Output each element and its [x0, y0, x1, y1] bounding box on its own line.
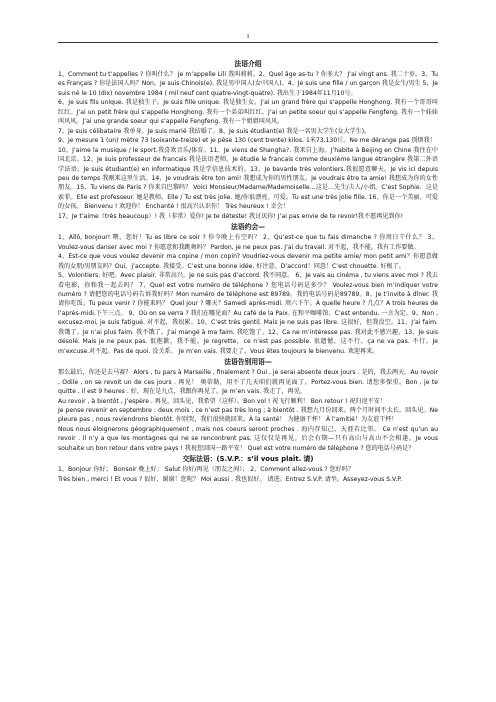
paragraph: 4、Est-ce que vous voulez devenir ma copine / mon copin? Voudriez-vous devenir ma petite amie/ mon petit ami？你愿意做我的女朋/男朋友吗？Oui，j’accepte. 我接受。C’est une bonne idée. 好注意。D’accord！同意！C’est chouette. 好极了。	[58, 253, 438, 270]
section-title-farewell: 法语告别用语—	[224, 358, 272, 367]
paragraph: 1、Comment tu t’appelles ? 你叫什么？ Je m’appelle Lili 我叫莉莉。2、Quel âge as-tu ? 你多大？ J’ai vingt ans. 我二十岁。3、Tu es Français ? 你是法国人吗？Non，Je suis Chinois(e). 我是男中国人(女中国人)。4、Je suis une fille / un garçon 我是女生/男生 5、Je suis né le 10 (dix) novembre 1984 ( mil neuf cent quatre-vingt-quatre). 我出生于1984年11月10号。	[58, 71, 438, 97]
paragraph: 17、Je t’aime（très beaucoup）! 我（非常）爱你! Je te déteste! 我讨厌你! J’ai pas envie de te revoir!我不愿再见到你!	[58, 212, 404, 220]
paragraph: Au revoir , à bientôt , J’espère . 再见，回头见，我希望（这样）。Bon vol ! 祝飞行顺利！ Bon retour ! 祝归途平安！	[58, 397, 386, 405]
paragraph: 5、Volontiers. 好吧。Avec plaisir. 非常高兴。Je ne suis pas d’accord. 我不同意。 6、Je vais au cinéma , tu viens avec moi ? 我去看电影，你和我一起去吗？ 7、Quel est votre numéro de téléphone ? 您电话号码是多少？ Voulez-vous bien m’indiquer votre numéro ? 请把您的电话号码告诉我好吗？Mon numéro de téléphone est 89789。我的电话号码是89789。8、Je t’invite à dîner. 我请你吃饭。Tu peux venir ? 你能来吗？ Quel jour ? 哪天？Samedi après-midi. 周六下午。À quelle heure ? 几点？A trois heures de l’après-midi.下午三点。 9、Où on se verra ? 我们在哪见面？Au café de la Paix. 在和平咖啡馆。C’est entendu. 一言为定。9、Non , excusez-moi, je suis fatigué. 对不起，我很累。10、C’est très gentil. Mais je ne suis pas libre. 这很好，但我没空。11、J’ai faim.我饿了。Je n’ai plus faim. 我不饿了。J’ai mangé à ma faim. 我吃饱了。12、Ca ne m’intéresse pas. 我对此不感兴趣。13、Je suis désolé. Mais je ne peux pas. 很抱歉，我不能。Je regrette，ce n’est pas possible. 很遗憾，这不行。ça ne va pas. 不行。Je m’excuse.对不起。Pas de quoi. 没关系。 Je m’en vais. 我要走了。Vous êtes toujours le bienvenu. 欢迎再来。	[58, 272, 438, 355]
paragraph: 那么最后，你还是去马赛？ Alors , tu pars à Marseille , finalement ? Oui , je serai absente deux jours . 是的，我去两天。Au revoir , Odile , on se revoit un de ces jours . 再见！ 奥蒂勒，用不了几天咱们就再见面了。Portez-vous bien. 请您多保重。Bon , je te quitte , il est 9 heures . 好，现在是九点，我跟你再见了。Je m’en vais. 我走了，再见。	[58, 369, 438, 396]
paragraph: 1、Bonjour 你好； Bonsoir 晚上好； Salut 你好/再见（朋友之间）； 2、Comment allez-vous ? 您好吗？	[58, 466, 354, 474]
header-rule	[58, 42, 438, 43]
paragraph: Nous nous éloignerons géographiquement , mais nos coeurs seront proches . 海内存知己，天涯若比邻。 Ce n’est qu’un au revoir . Il n’y a que les montagnes qui ne se rencontrent pas. 这仅仅是再见。后会有期—只有高山与高山不会相逢。Je vous souhaite un bon retour dans votre pays ! 我祝您回国一路平安！ Quel est votre numéro de téléphone ? 您的电话号码是？	[58, 425, 438, 452]
paragraph: 6、Je suis fils unique. 我是独生子。Je suis fille unique. 我是独生女。J’ai un grand frère qui s’appelle Honghong. 我有一个哥哥叫红红。J’ai un petit frère qui s’appelle Honghong. 我有一个弟弟叫红红。J’ai un petite soeur qui s’appelle Fengfeng. 我有一个妹妹叫风风。J’ai une grande soeur qui s’appelle Fengfeng. 我有一个姐姐叫风风。	[58, 99, 438, 126]
page-number: 1	[246, 33, 250, 40]
paragraph: 9、Je mesure 1 (un) mètre 73 (soixante-treize) et je pèse 130 (cent trente) kilos. 1米73,130斤。Ne me dérange pas 别烦我！	[58, 137, 436, 145]
paragraph: 1、Allô, bonjour! 喂，您好！Tu es libre ce soir ? 你今晚上有空吗？ 2、Qu’est-ce que tu fais dimanche ? 你周日干什么？ 3、Voulez-vous danser avec moi ? 你愿意和我跳舞吗？ Pardon, je ne peux pas. J’ai du travail. 对不起，我不能。我有工作要做。	[58, 234, 438, 251]
section-title-dating: 法语约会—	[231, 223, 265, 232]
paragraph: Très bien , merci ! Et vous ? 很好，谢谢！您呢？ Moi aussi . 我也很好。 请进。Entrez S.V.P. 请坐。Asseyez-vous S.V.P.	[58, 475, 402, 483]
paragraph: 10、J’aime la musique / le sport.我喜欢音乐/体育。11、Je viens de Shangha?. 我来自上海。J’habite à Beijing en Chine 我住在中国北京。12、Je suis professeur de francais 我是法语老师。Je étudie le francais comme deuxième langue étrangère 我第二外语学法语。Je suis étudiant(e) en informatique 我是学信息技术的。13、Je bavarde très volontiers.我很愿意聊天。Je vis ici depuis peu de temps 我刚来这里生活。14、Je voudrais être ton ami! 我想成为你的男性朋友。Je voudrais être ta amie! 我想成为你的女性朋友。15、Tu viens de Paris ? 你来自巴黎吗？ Voici Monsieur/Madame/Mademoiselle…这是…先生/夫人/小姐。C’est Sophie．这是索菲。Elle est professeur. 她是教师。Elle / Tu est très jolie. 她/你很漂亮、可爱。Tu est une très jolie fille. 16、你是一个美丽、可爱的女孩。 Bienvenu ! 欢迎你！ Enchanté ! 很高兴认识你！ Très heureux ! 幸会！	[58, 146, 438, 211]
section-title-social: 交际法语：(S.V.P.：s’il vous plaît. 请)	[182, 455, 314, 464]
document-body	[58, 58, 438, 484]
paragraph: Je pense revenir en septembre : deux mois , ce n’est pas très long ; à bientôt . 我想九月份回来。两个月时间不太长，回头见。Ne pleure pas , nous reviendrons bientôt. 你别哭，我们很快就回来。À la santé！ 为健康干杯！ À l’amitié！为友谊干杯！	[58, 406, 438, 424]
section-title-introduction: 法语介绍	[234, 60, 262, 68]
paragraph: 7、Je suis célibataire 我单身。Je suis marié 我结婚了。8、Je suis étudiant(e) 我是一名男大学生(女大学生)。	[58, 127, 371, 135]
